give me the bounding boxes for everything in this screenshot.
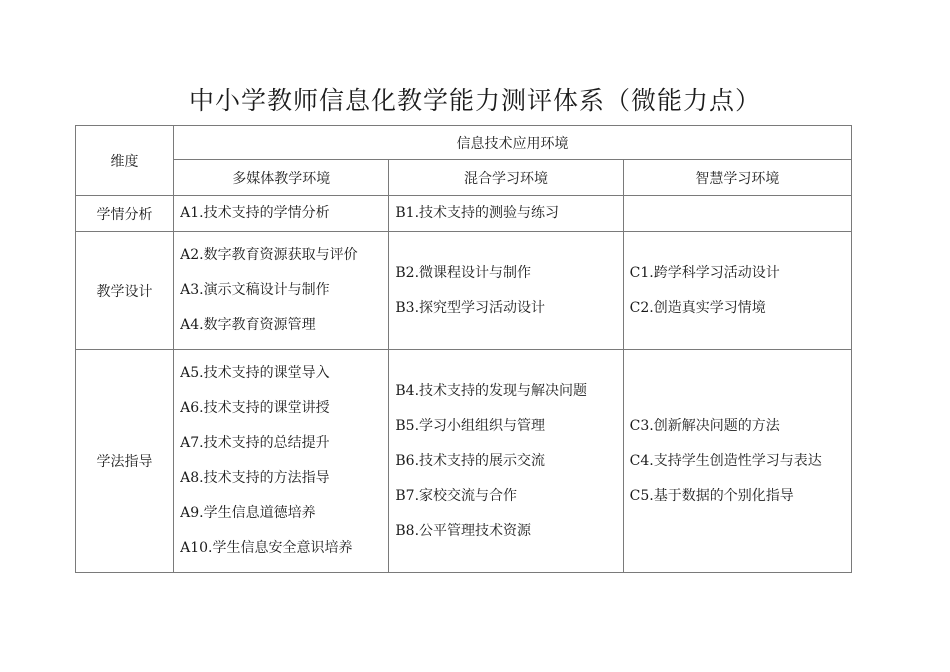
smart-cell xyxy=(623,232,851,350)
ability-item: A8.技术支持的方法指导 xyxy=(180,470,330,486)
ability-item: A6.技术支持的课堂讲授 xyxy=(180,400,330,416)
env-multimedia-header: 多媒体教学环境 xyxy=(174,160,389,196)
multimedia-cell xyxy=(174,350,389,573)
ability-item: B8.公平管理技术资源 xyxy=(395,522,532,539)
ability-table xyxy=(75,125,852,573)
ability-item: A9.学生信息道德培养 xyxy=(180,505,316,521)
env-blended-header: 混合学习环境 xyxy=(389,160,623,196)
table-row xyxy=(76,350,852,573)
blended-cell xyxy=(389,350,623,573)
ability-item: A10.学生信息安全意识培养 xyxy=(180,540,353,556)
ability-item: B7.家校交流与合作 xyxy=(395,487,518,504)
blended-cell xyxy=(389,196,623,232)
ability-item: A7.技术支持的总结提升 xyxy=(180,435,330,451)
ability-item: C5.基于数据的个别化指导 xyxy=(629,487,794,504)
dimension-cell: 学法指导 xyxy=(76,350,174,573)
ability-item: A4.数字教育资源管理 xyxy=(180,317,316,333)
ability-item: C3.创新解决问题的方法 xyxy=(629,417,780,434)
ability-item: C2.创造真实学习情境 xyxy=(629,299,766,316)
ability-item: B3.探究型学习活动设计 xyxy=(395,299,546,316)
table-row xyxy=(76,232,852,350)
ability-item: A2.数字教育资源获取与评价 xyxy=(180,247,358,263)
ability-item: C1.跨学科学习活动设计 xyxy=(629,264,780,281)
ability-item: A5.技术支持的课堂导入 xyxy=(180,365,330,381)
dimension-header: 维度 xyxy=(76,126,174,196)
smart-cell xyxy=(623,350,851,573)
multimedia-cell xyxy=(174,232,389,350)
blended-cell xyxy=(389,232,623,350)
ability-item: B1.技术支持的测验与练习 xyxy=(395,205,560,221)
multimedia-cell xyxy=(174,196,389,232)
dimension-cell: 学情分析 xyxy=(76,196,174,232)
ability-item: A1.技术支持的学情分析 xyxy=(180,205,330,221)
dimension-cell: 教学设计 xyxy=(76,232,174,350)
table-row xyxy=(76,196,852,232)
document-title: 中小学教师信息化教学能力测评体系（微能力点） xyxy=(188,86,761,115)
env-smart-header: 智慧学习环境 xyxy=(623,160,851,196)
ability-item: B5.学习小组组织与管理 xyxy=(395,417,546,434)
environment-header-row xyxy=(76,160,852,196)
environment-header: 信息技术应用环境 xyxy=(174,126,852,160)
ability-item: B6.技术支持的展示交流 xyxy=(395,452,546,469)
ability-item: B2.微课程设计与制作 xyxy=(395,264,532,281)
ability-item: C4.支持学生创造性学习与表达 xyxy=(629,452,822,469)
header-row xyxy=(76,126,852,160)
ability-item: A3.演示文稿设计与制作 xyxy=(180,282,330,298)
smart-cell xyxy=(623,196,851,232)
ability-item: B4.技术支持的发现与解决问题 xyxy=(395,382,588,399)
